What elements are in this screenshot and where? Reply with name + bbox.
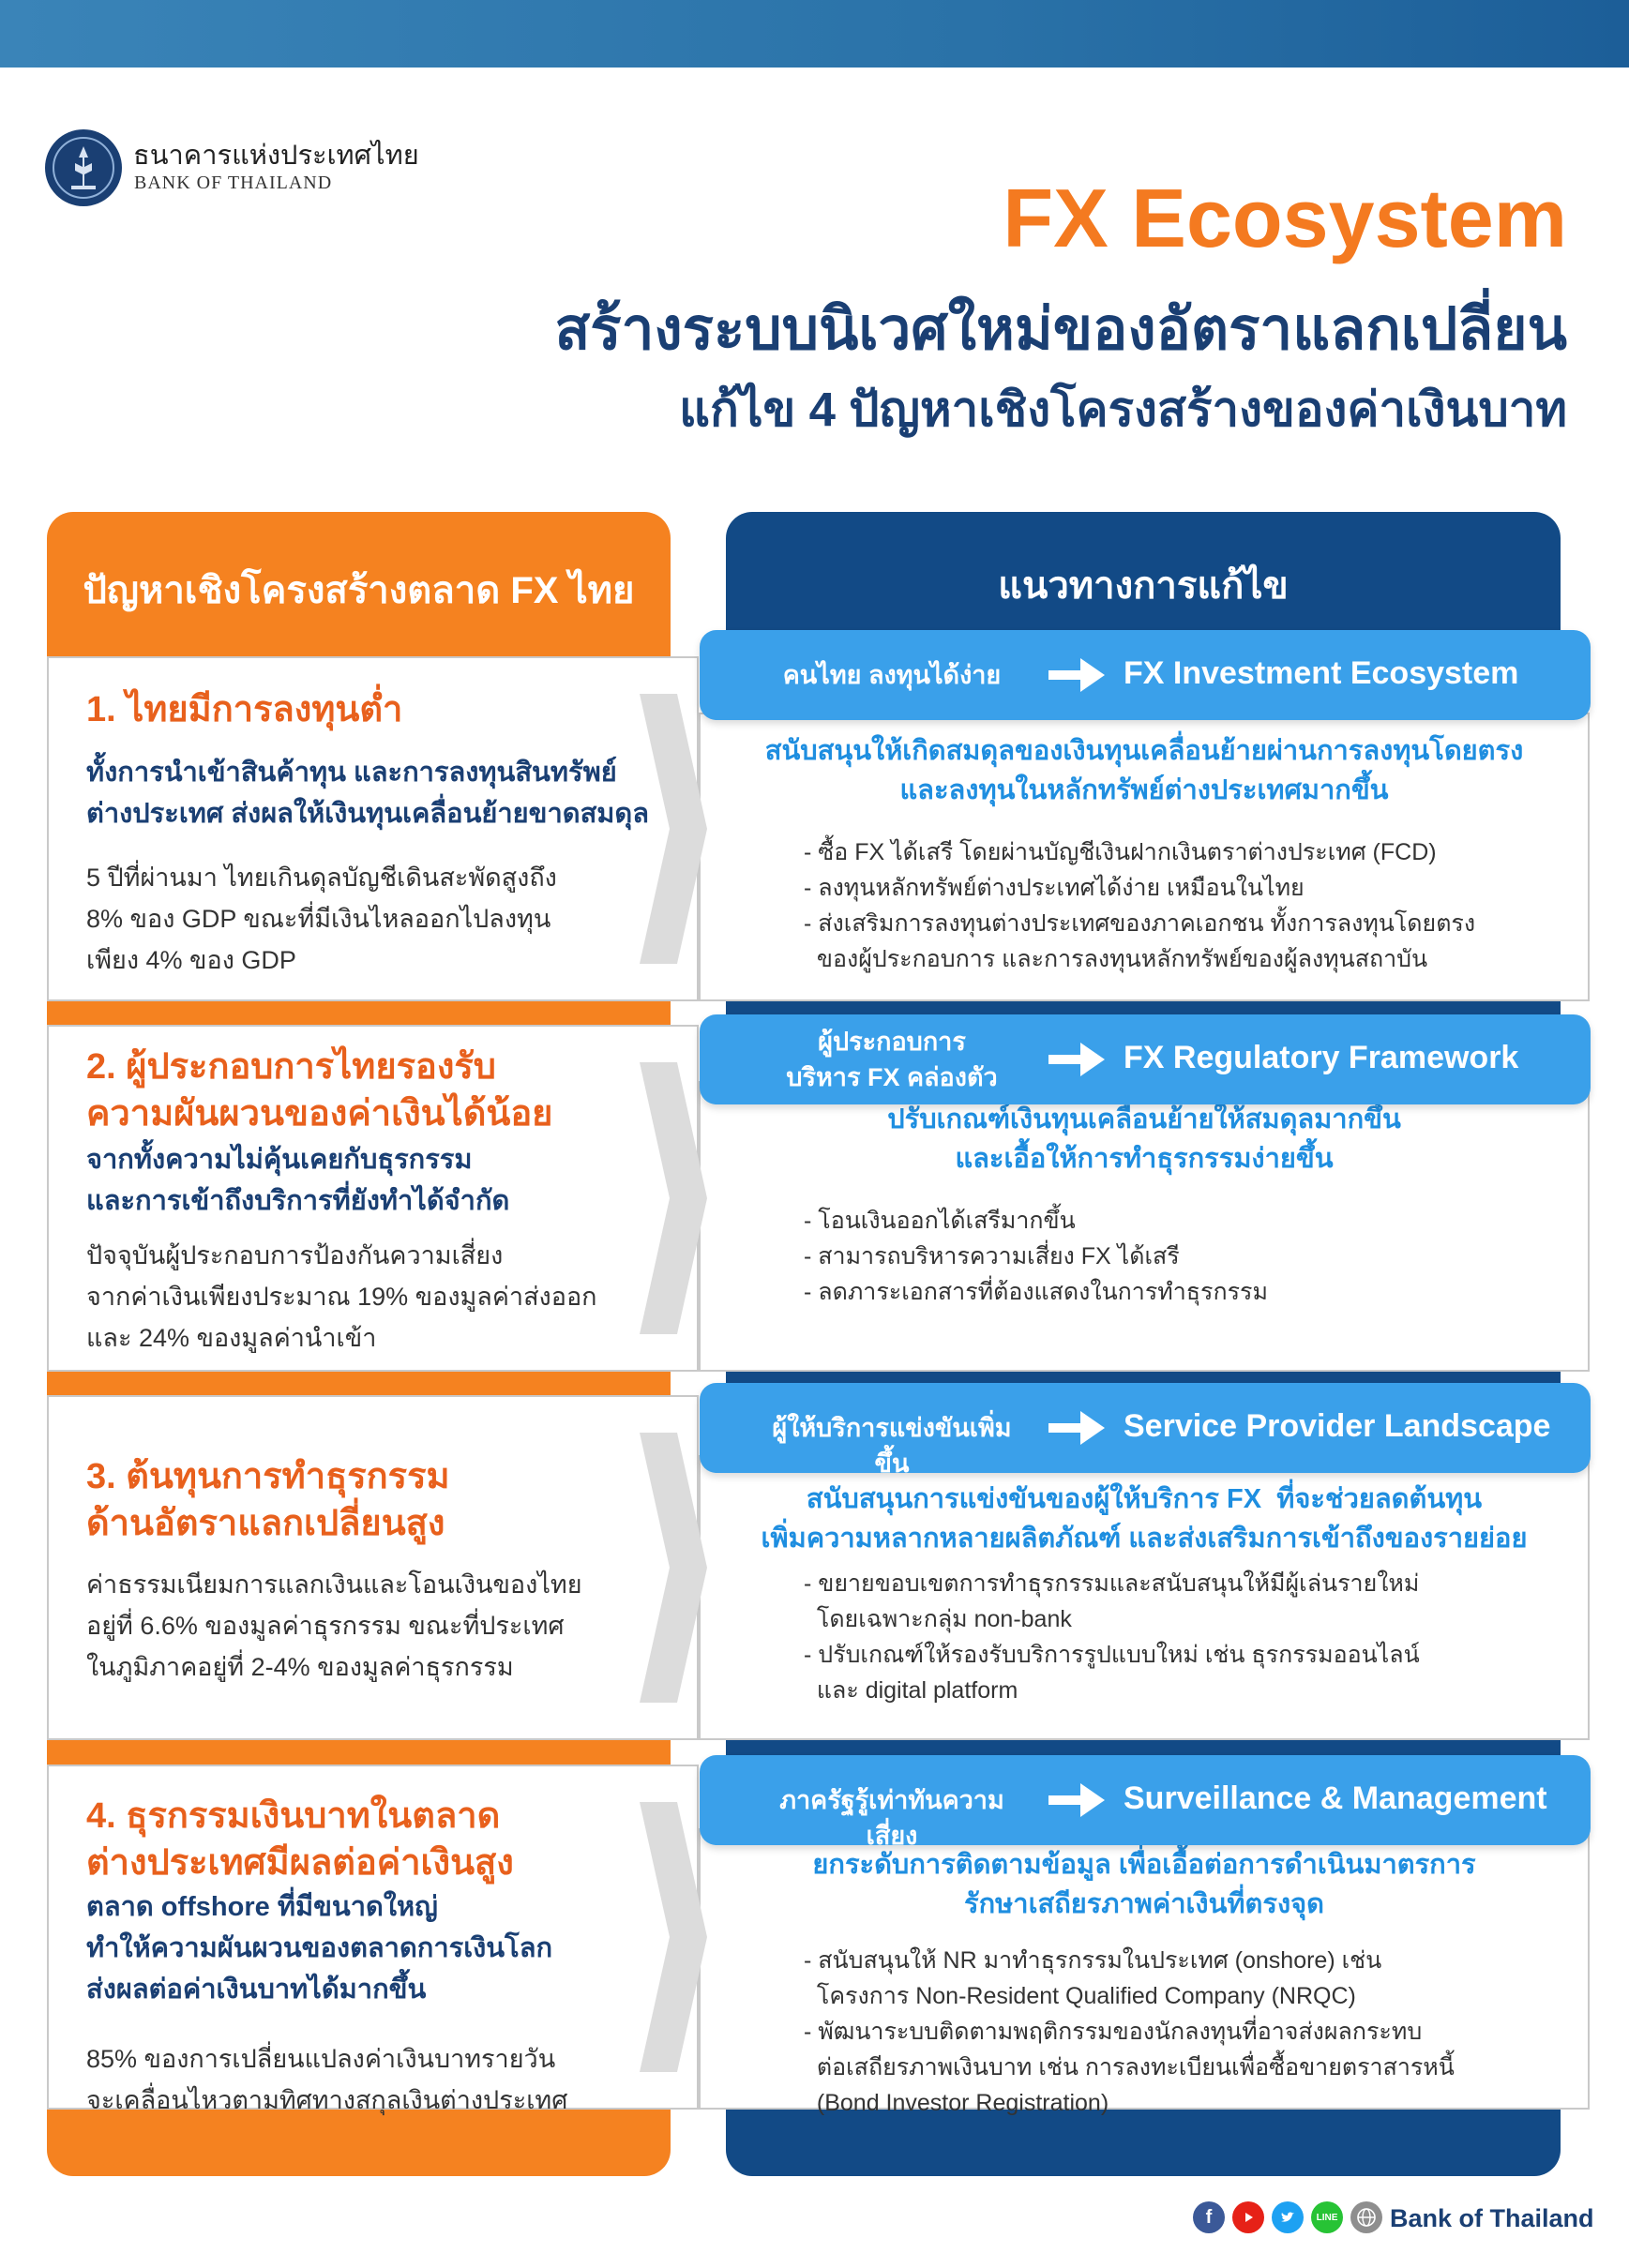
org-name-thai: ธนาคารแห่งประเทศไทย bbox=[133, 139, 419, 171]
solution-bullets-line: โครงการ Non-Resident Qualified Company (NRQC) bbox=[804, 1983, 1356, 2009]
footer-org-name: Bank of Thailand bbox=[1390, 2204, 1594, 2232]
problem-summary bbox=[86, 752, 649, 834]
problem-detail bbox=[86, 1564, 582, 1688]
problem-title-line: 3. ต้นทุนการทำธุรกรรม bbox=[86, 1457, 450, 1496]
problem-title bbox=[86, 686, 402, 733]
problem-title-line: ด้านอัตราแลกเปลี่ยนสูง bbox=[86, 1504, 445, 1543]
problem-detail-line: เพียง 4% ของ GDP bbox=[86, 946, 296, 974]
solution-bullets-line: - สามารถบริหารความเสี่ยง FX ได้เสรี bbox=[804, 1243, 1180, 1269]
chevron-right-icon bbox=[640, 1802, 707, 2072]
problem-summary-line: ส่งผลต่อค่าเงินบาทได้มากขึ้น bbox=[86, 1975, 427, 2005]
pill-label bbox=[756, 1782, 1028, 1854]
problem-detail bbox=[86, 1235, 597, 1359]
problem-card-4 bbox=[47, 1765, 699, 2114]
pill-label-line: คนไทย ลงทุนได้ง่าย bbox=[782, 661, 1002, 689]
page-title: FX Ecosystem bbox=[1003, 172, 1567, 264]
pill-framework: FX Investment Ecosystem bbox=[1124, 655, 1519, 691]
solution-headline-line: สนับสนุนให้เกิดสมดุลของเงินทุนเคลื่อนย้ายผ่านการลงทุนโดยตรง bbox=[764, 736, 1524, 766]
pill-label bbox=[756, 1024, 1028, 1095]
solution-card-2 bbox=[699, 1081, 1590, 1372]
solution-bullets-line: ต่อเสถียรภาพเงินบาท เช่น การลงทะเบียนเพื่อซื้อขายตราสารหนี้ bbox=[804, 2054, 1455, 2080]
problem-summary-line: ทำให้ความผันผวนของตลาดการเงินโลก bbox=[86, 1933, 553, 1963]
facebook-icon[interactable]: f bbox=[1193, 2201, 1225, 2233]
line-icon[interactable]: LINE bbox=[1311, 2201, 1343, 2233]
pill-framework: Service Provider Landscape bbox=[1124, 1408, 1551, 1444]
problem-detail-line: ค่าธรรมเนียมการแลกเงินและโอนเงินของไทย bbox=[86, 1570, 582, 1599]
problem-title bbox=[86, 1044, 552, 1137]
solution-bullets bbox=[804, 1203, 1268, 1310]
page-subtitle: สร้างระบบนิเวศใหม่ของอัตราแลกเปลี่ยน bbox=[554, 297, 1567, 362]
solution-bullets-line: โดยเฉพาะกลุ่ม non-bank bbox=[804, 1606, 1072, 1632]
problem-title-line: ต่างประเทศมีผลต่อค่าเงินสูง bbox=[86, 1843, 514, 1883]
problem-card-1 bbox=[47, 656, 699, 1001]
problem-detail-line: จากค่าเงินเพียงประมาณ 19% ของมูลค่าส่งออก bbox=[86, 1283, 597, 1311]
problem-detail-line: 8% ของ GDP ขณะที่มีเงินไหลออกไปลงทุน bbox=[86, 905, 551, 933]
solution-bullets-line: - ซื้อ FX ได้เสรี โดยผ่านบัญชีเงินฝากเงินตราต่างประเทศ (FCD) bbox=[804, 839, 1437, 865]
problem-detail-line: 5 ปีที่ผ่านมา ไทยเกินดุลบัญชีเดินสะพัดสูงถึง bbox=[86, 864, 557, 892]
org-name-english: BANK OF THAILAND bbox=[134, 173, 333, 193]
problem-detail-line: 85% ของการเปลี่ยนแปลงค่าเงินบาทรายวัน bbox=[86, 2045, 556, 2073]
solution-card-3 bbox=[699, 1455, 1590, 1740]
arrow-right-icon bbox=[1048, 1043, 1105, 1076]
chevron-right-icon bbox=[640, 1062, 707, 1334]
solution-bullets-line: - ปรับเกณฑ์ให้รองรับบริการรูปแบบใหม่ เช่น ธุรกรรมออนไลน์ bbox=[804, 1642, 1420, 1668]
solution-bullets-line: ของผู้ประกอบการ และการลงทุนหลักทรัพย์ของผู้ลงทุนสถาบัน bbox=[804, 946, 1428, 972]
problem-summary-line: ตลาด offshore ที่มีขนาดใหญ่ bbox=[86, 1892, 438, 1922]
problem-detail-line: อยู่ที่ 6.6% ของมูลค่าธุรกรรม ขณะที่ประเทศ bbox=[86, 1612, 565, 1640]
solution-bullets-line: - ลงทุนหลักทรัพย์ต่างประเทศได้ง่าย เหมือนในไทย bbox=[804, 875, 1305, 901]
solution-pill-2 bbox=[700, 1014, 1591, 1104]
problem-summary-line: และการเข้าถึงบริการที่ยังทำได้จำกัด bbox=[86, 1186, 510, 1216]
arrow-right-icon bbox=[1048, 1411, 1105, 1445]
problem-summary-line: ต่างประเทศ ส่งผลให้เงินทุนเคลื่อนย้ายขาดสมดุล bbox=[86, 799, 650, 829]
solution-bullets bbox=[804, 834, 1475, 977]
problem-summary bbox=[86, 1139, 509, 1222]
solution-card-1 bbox=[699, 713, 1590, 1001]
pill-label-line: บริหาร FX คล่องตัว bbox=[786, 1063, 998, 1091]
pill-label bbox=[756, 657, 1028, 693]
problem-card-2 bbox=[47, 1025, 699, 1372]
problem-summary bbox=[86, 1886, 552, 2010]
arrow-right-icon bbox=[1048, 658, 1105, 692]
problem-detail bbox=[86, 857, 557, 981]
solution-headline bbox=[701, 1845, 1588, 1924]
solution-headline-line: ปรับเกณฑ์เงินทุนเคลื่อนย้ายให้สมดุลมากขึ้น bbox=[887, 1104, 1401, 1134]
pill-label-line: ผู้ให้บริการแข่งขันเพิ่มขึ้น bbox=[772, 1414, 1012, 1478]
solution-pill-4 bbox=[700, 1755, 1591, 1850]
solution-bullets bbox=[804, 1566, 1420, 1708]
problem-detail-line: ปัจจุบันผู้ประกอบการป้องกันความเสี่ยง bbox=[86, 1241, 504, 1269]
problem-title bbox=[86, 1793, 514, 1886]
pill-label-line: ภาครัฐรู้เท่าทันความเสี่ยง bbox=[779, 1786, 1004, 1850]
solution-card-4 bbox=[699, 1828, 1590, 2116]
twitter-icon[interactable] bbox=[1272, 2201, 1304, 2233]
problem-title-line: ความผันผวนของค่าเงินได้น้อย bbox=[86, 1094, 553, 1134]
problem-summary-line: จากทั้งความไม่คุ้นเคยกับธุรกรรม bbox=[86, 1145, 473, 1175]
pill-label-line: ผู้ประกอบการ bbox=[818, 1028, 966, 1056]
solution-bullets bbox=[804, 1943, 1455, 2121]
solution-headline-line: ยกระดับการติดตามข้อมูล เพื่อเอื้อต่อการดำเนินมาตรการ bbox=[812, 1850, 1476, 1880]
pill-label bbox=[756, 1410, 1028, 1481]
problem-card-3 bbox=[47, 1395, 699, 1740]
problem-title-line: 2. ผู้ประกอบการไทยรองรับ bbox=[86, 1047, 496, 1087]
problem-title-line: 1. ไทยมีการลงทุนต่ำ bbox=[86, 690, 403, 729]
bot-logo-icon bbox=[45, 129, 122, 206]
chevron-right-icon bbox=[640, 1433, 707, 1703]
problems-header: ปัญหาเชิงโครงสร้างตลาด FX ไทย bbox=[83, 570, 635, 611]
solution-headline-line: และลงทุนในหลักทรัพย์ต่างประเทศมากขึ้น bbox=[899, 775, 1389, 805]
web-icon[interactable] bbox=[1350, 2201, 1382, 2233]
solution-bullets-line: - ส่งเสริมการลงทุนต่างประเทศของภาคเอกชน ทั้งการลงทุนโดยตรง bbox=[804, 910, 1476, 937]
solution-bullets-line: - พัฒนาระบบติดตามพฤติกรรมของนักลงทุนที่อาจส่งผลกระทบ bbox=[804, 2019, 1423, 2045]
solution-bullets-line: และ digital platform bbox=[804, 1677, 1018, 1704]
solution-headline-line: รักษาเสถียรภาพค่าเงินที่ตรงจุด bbox=[964, 1889, 1324, 1919]
problem-detail-line: จะเคลื่อนไหวตามทิศทางสกุลเงินต่างประเทศ bbox=[86, 2086, 568, 2114]
top-banner bbox=[0, 0, 1629, 68]
solutions-header: แนวทางการแก้ไข bbox=[998, 565, 1289, 607]
social-links bbox=[1193, 2201, 1382, 2235]
arrow-right-icon bbox=[1048, 1783, 1105, 1817]
solution-headline bbox=[701, 731, 1588, 810]
chevron-right-icon bbox=[640, 694, 707, 964]
problem-detail bbox=[86, 2038, 567, 2121]
solution-bullets-line: (Bond Investor Registration) bbox=[804, 2090, 1109, 2116]
solution-headline-line: และเอื้อให้การทำธุรกรรมง่ายขึ้น bbox=[955, 1144, 1334, 1174]
problem-title bbox=[86, 1453, 450, 1547]
problem-detail-line: และ 24% ของมูลค่านำเข้า bbox=[86, 1324, 377, 1352]
solution-pill-3 bbox=[700, 1383, 1591, 1478]
solution-bullets-line: - โอนเงินออกได้เสรีมากขึ้น bbox=[804, 1208, 1076, 1234]
problem-detail-line: ในภูมิภาคอยู่ที่ 2-4% ของมูลค่าธุรกรรม bbox=[86, 1653, 514, 1681]
problem-title-line: 4. ธุรกรรมเงินบาทในตลาด bbox=[86, 1796, 501, 1836]
solution-bullets-line: - ลดภาระเอกสารที่ต้องแสดงในการทำธุรกรรม bbox=[804, 1279, 1268, 1305]
pill-framework: Surveillance & Management bbox=[1124, 1780, 1547, 1816]
youtube-icon[interactable] bbox=[1232, 2201, 1264, 2233]
solution-headline bbox=[701, 1479, 1588, 1558]
solution-headline bbox=[701, 1100, 1588, 1179]
solution-headline-line: เพิ่มความหลากหลายผลิตภัณฑ์ และส่งเสริมการเข้าถึงของรายย่อย bbox=[761, 1524, 1528, 1554]
problem-summary-line: ทั้งการนำเข้าสินค้าทุน และการลงทุนสินทรัพย์ bbox=[86, 758, 617, 788]
pill-framework: FX Regulatory Framework bbox=[1124, 1040, 1519, 1075]
solution-bullets-line: - ขยายขอบเขตการทำธุรกรรมและสนับสนุนให้มีผู้เล่นรายใหม่ bbox=[804, 1570, 1420, 1597]
solution-bullets-line: - สนับสนุนให้ NR มาทำธุรกรรมในประเทศ (onshore) เช่น bbox=[804, 1947, 1382, 1974]
solution-headline-line: สนับสนุนการแข่งขันของผู้ให้บริการ FX ที่จะช่วยลดต้นทุน bbox=[806, 1484, 1483, 1514]
solution-pill-1 bbox=[700, 630, 1591, 720]
page-subtitle-secondary: แก้ไข 4 ปัญหาเชิงโครงสร้างของค่าเงินบาท bbox=[679, 383, 1567, 436]
